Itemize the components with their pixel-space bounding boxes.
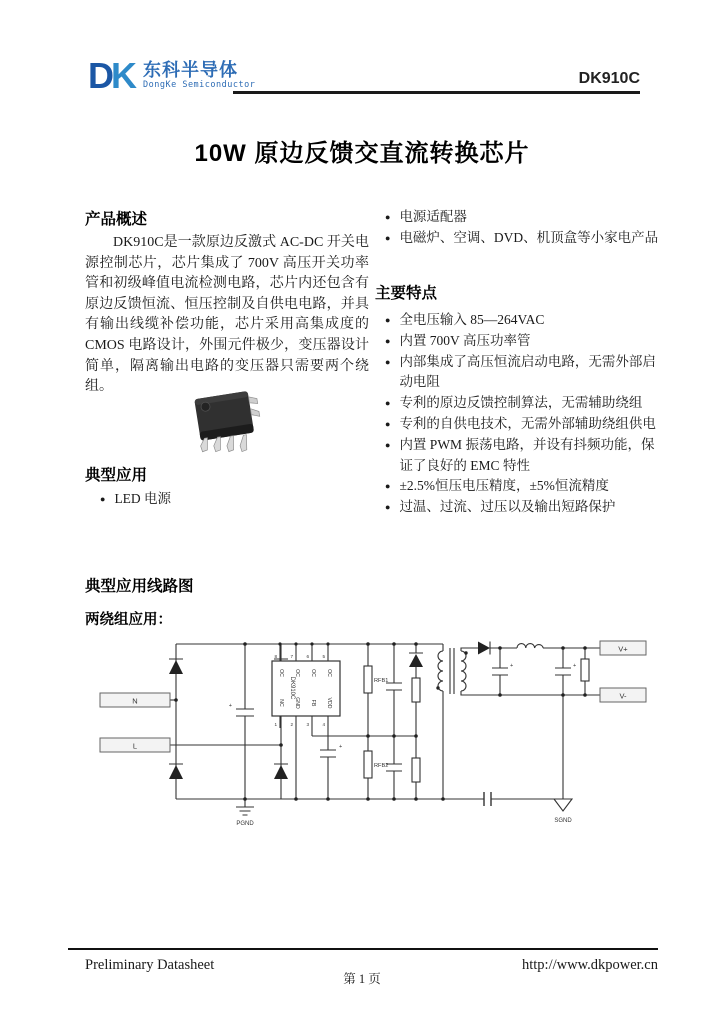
list-item-label: ±2.5%恒压电压精度，±5%恒流精度	[399, 478, 609, 494]
terminal-v-minus-label: V-	[619, 691, 627, 701]
application-circuit-diagram	[98, 626, 658, 844]
bullet-icon: ●	[385, 439, 391, 450]
svg-text:GND: GND	[294, 697, 300, 709]
list-item	[385, 352, 663, 394]
list-item-label: 专利的自供电技术，无需外部辅助绕组供电	[399, 415, 656, 431]
bullet-icon: ●	[385, 212, 391, 222]
list-item	[385, 393, 663, 414]
footer-doc-status: Preliminary Datasheet	[85, 957, 215, 973]
svg-text:OC: OC	[294, 669, 300, 677]
rfb1-label: RFB1	[374, 678, 389, 684]
bullet-icon: ●	[100, 494, 106, 504]
company-name-cn: 东科半导体	[143, 60, 238, 80]
svg-text:1: 1	[274, 722, 277, 727]
page-number: 第 1 页	[343, 972, 381, 986]
overview-paragraph: DK910C是一款原边反激式 AC-DC 开关电源控制芯片，芯片集成了 700V 高压开关功率管和初级峰值电流检测电路，芯片内还包含有原边反馈恒流、恒压控制及自供电电路，并具有输出线缆补偿功能，芯片采用高集成度的 CMOS 电路设计，外围元件极少，变压器设计简单，隔离输出电路的变压器只需要两个绕组。	[85, 235, 369, 395]
junction-dots	[174, 642, 587, 801]
bullet-icon: ●	[385, 502, 391, 513]
out-cap1-polarity: +	[510, 663, 514, 669]
applications-list	[385, 207, 663, 249]
list-item-label: 全电压输入 85—264VAC	[399, 312, 545, 327]
chip-package-image	[178, 383, 270, 463]
list-item-label: 电磁炉、空调、DVD、机顶盒等小家电产品	[399, 229, 659, 245]
out-cap2-polarity: +	[573, 663, 577, 669]
list-item-label: LED 电源	[114, 491, 172, 506]
features-list	[385, 310, 663, 518]
typical-apps-heading: 典型应用	[85, 467, 148, 484]
logo-letter-k: K	[111, 55, 134, 96]
part-number: DK910C	[578, 70, 640, 87]
bullet-icon: ●	[385, 356, 391, 367]
svg-text:OC: OC	[326, 669, 332, 677]
logo-text	[143, 58, 255, 90]
svg-text:FB: FB	[310, 699, 316, 707]
list-item	[100, 489, 360, 510]
terminal-v-plus-label: V+	[618, 644, 628, 654]
rfb2-label: RFB2	[374, 763, 389, 769]
list-item	[385, 476, 663, 497]
bullet-icon: ●	[385, 315, 391, 325]
list-item-label: 内部集成了高压恒流启动电路，无需外部启动电阻	[399, 353, 656, 390]
list-item	[385, 310, 663, 331]
bulk-cap-polarity: +	[228, 703, 232, 709]
terminal-l-label: L	[132, 741, 138, 751]
dk-logo-icon	[88, 55, 134, 96]
features-heading: 主要特点	[375, 285, 438, 302]
circuit-section-heading: 典型应用线路图	[85, 578, 194, 595]
footer-divider	[68, 948, 658, 950]
terminal-boxes	[100, 641, 646, 752]
bullet-icon: ●	[385, 335, 391, 346]
list-item-label: 过温、过流、过压以及输出短路保护	[399, 499, 616, 515]
svg-text:6: 6	[306, 654, 309, 659]
list-item-label: 专利的原边反馈控制算法，无需辅助绕组	[399, 395, 643, 411]
bullet-icon: ●	[385, 418, 391, 429]
svg-text:5: 5	[322, 654, 325, 659]
terminal-n-label: N	[132, 696, 138, 706]
circuit-wires	[169, 642, 600, 816]
svg-text:OC: OC	[310, 669, 316, 677]
page-title: 10W 原边反馈交直流转换芯片	[194, 140, 530, 167]
svg-text:8: 8	[274, 654, 277, 659]
list-item	[385, 497, 663, 518]
svg-text:OC: OC	[278, 669, 284, 677]
circuit-subheading: 两绕组应用：	[85, 612, 172, 628]
list-item	[385, 435, 663, 477]
list-item	[385, 414, 663, 435]
svg-text:NC: NC	[278, 699, 284, 707]
ic-name-label: DK910C	[289, 676, 295, 700]
list-item-label: 内置 PWM 振荡电路，并设有抖频功能，保证了良好的 EMC 特性	[399, 436, 655, 473]
list-item-label: 内置 700V 高压功率管	[399, 332, 531, 348]
svg-text:VDD: VDD	[326, 697, 332, 709]
list-item-label: 电源适配器	[399, 209, 467, 224]
svg-text:2: 2	[290, 722, 293, 727]
svg-text:4: 4	[322, 722, 325, 727]
bullet-icon: ●	[385, 232, 391, 243]
footer-website-link[interactable]: http://www.dkpower.cn	[522, 957, 658, 973]
sgnd-label: SGND	[554, 818, 572, 824]
svg-text:3: 3	[306, 722, 309, 727]
vdd-cap-polarity: +	[339, 744, 343, 750]
bullet-icon: ●	[385, 398, 391, 409]
logo-letter-d: D	[88, 55, 111, 96]
pgnd-label: PGND	[236, 821, 254, 827]
svg-text:7: 7	[290, 654, 293, 659]
bullet-icon: ●	[385, 481, 391, 492]
header-divider	[233, 91, 640, 94]
typical-apps-list	[100, 489, 360, 510]
company-logo	[88, 55, 256, 96]
overview-heading: 产品概述	[85, 211, 148, 228]
list-item	[385, 228, 663, 249]
list-item	[385, 331, 663, 352]
list-item	[385, 207, 663, 228]
company-name-en: DongKe Semiconductor	[143, 80, 256, 90]
